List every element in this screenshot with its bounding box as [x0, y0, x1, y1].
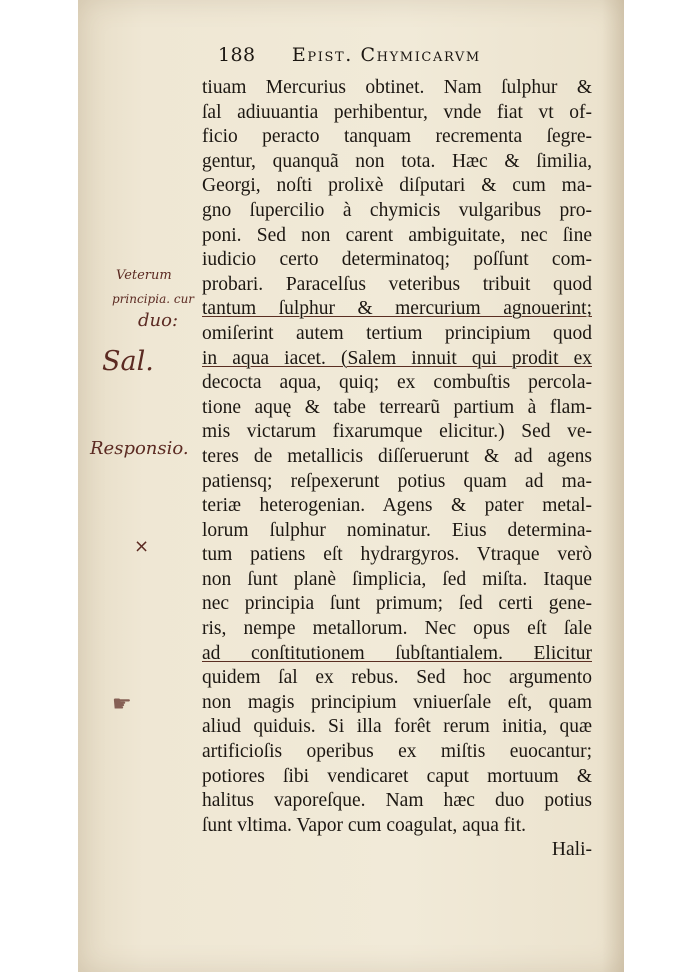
- text-line-underlined: in aqua iacet. (Salem innuit qui prodit ex: [202, 347, 592, 369]
- text-line: decocta aqua, quiq; ex combuſtis percola-: [202, 372, 592, 394]
- text-line: non magis principium vniuerſale eſt, quam: [202, 691, 592, 713]
- margin-cross-mark-icon: ⨯: [134, 536, 150, 557]
- margin-note-responsio: Responsio.: [90, 438, 189, 459]
- text-line: gno ſupercilio à chymicis vulgaribus pro-: [202, 199, 592, 221]
- margin-pointing-hand-icon: ☛: [112, 692, 132, 717]
- text-line: ficio peracto tanquam recrementa ſegre-: [202, 126, 592, 148]
- text-line: aliud quiduis. Si illa forêt rerum initia, quæ: [202, 716, 592, 738]
- margin-note-sal: Sal.: [102, 346, 154, 377]
- text-line: tione aquę & tabe terrearũ partium à flam-: [202, 396, 592, 418]
- body-text: [202, 76, 592, 863]
- text-line-underlined: tantum ſulphur & mercurium agnouerint;: [202, 298, 592, 320]
- text-line: nec principia ſunt primum; ſed certi gene-: [202, 593, 592, 615]
- text-line: tum patiens eſt hydrargyros. Vtraque verò: [202, 544, 592, 566]
- text-line: lorum ſulphur nominatur. Eius determina-: [202, 519, 592, 541]
- text-line: teriæ heterogenian. Agens & pater metal-: [202, 495, 592, 517]
- text-line: potiores ſibi vendicaret caput mortuum &: [202, 765, 592, 787]
- text-line: poni. Sed non carent ambiguitate, nec ſine: [202, 224, 592, 246]
- text-line: gentur, quanquã non tota. Hæc & ſimilia,: [202, 150, 592, 172]
- margin-note-veterum: Veterum: [116, 268, 172, 283]
- text-line: ris, nempe metallorum. Nec opus eſt ſale: [202, 618, 592, 640]
- margin-note-duo: duo:: [138, 310, 179, 331]
- page-number: 188: [218, 44, 256, 66]
- text-line: tiuam Mercurius obtinet. Nam ſulphur &: [202, 77, 592, 98]
- text-line: Georgi, noſti prolixè diſputari & cum ma-: [202, 175, 592, 197]
- text-line: mis victarum fixarumque elicitur.) Sed ve-: [202, 421, 592, 443]
- text-line: probari. Paracelſus veteribus tribuit quod: [202, 273, 592, 295]
- text-line: ſal adiuuantia perhibentur, vnde fiat vt of-: [202, 101, 592, 123]
- text-line: non ſunt planè ſimplicia, ſed miſta. Itaque: [202, 568, 592, 590]
- running-header: [218, 44, 598, 66]
- catchword: Hali-: [551, 839, 592, 861]
- text-line: artificioſis operibus ex miſtis euocantur;: [202, 741, 592, 763]
- text-line: iudicio certo determinatoq; poſſunt com-: [202, 249, 592, 271]
- page-edge-shadow: [602, 0, 624, 972]
- text-line-underlined: ad conſtitutionem ſubſtantialem. Elicitur: [202, 642, 592, 664]
- running-title: Epist. Chymicarvm: [291, 44, 481, 66]
- text-line: teres de metallicis diſſeruerunt & ad agens: [202, 445, 592, 467]
- text-line: patiensq; reſpexerunt potius quam ad ma-: [202, 470, 592, 492]
- text-line: ſunt vltima. Vapor cum coagulat, aqua fit.: [202, 814, 527, 836]
- text-line: omiſerint autem tertium principium quod: [202, 322, 592, 344]
- text-line: quidem ſal ex rebus. Sed hoc argumento: [202, 667, 592, 689]
- margin-note-principia: principia. cur: [112, 292, 195, 306]
- text-line: halitus vaporeſque. Nam hæc duo potius: [202, 790, 592, 812]
